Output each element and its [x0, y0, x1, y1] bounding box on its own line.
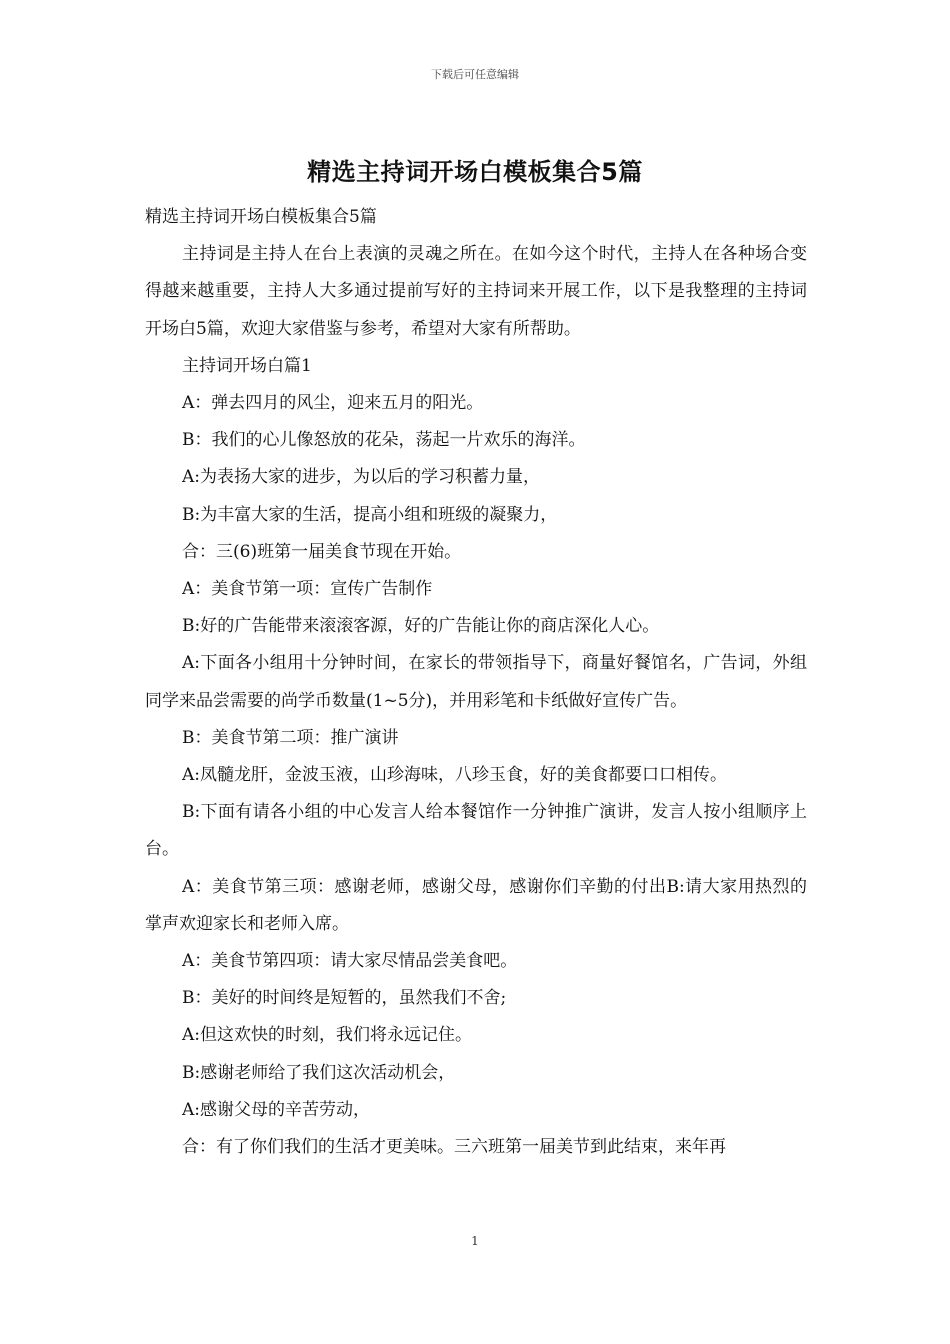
- paragraph: A：美食节第三项：感谢老师，感谢父母，感谢你们辛勤的付出B:请大家用热烈的掌声欢迎家长和老师入席。: [145, 876, 807, 934]
- paragraph: 合：三(6)班第一届美食节现在开始。: [182, 541, 462, 562]
- paragraph: A:凤髓龙肝，金波玉液，山珍海味，八珍玉食，好的美食都要口口相传。: [182, 765, 728, 786]
- paragraph: B:下面有请各小组的中心发言人给本餐馆作一分钟推广演讲，发言人按小组顺序上台。: [145, 802, 807, 860]
- paragraph: B：我们的心儿像怒放的花朵，荡起一片欢乐的海洋。: [182, 430, 586, 451]
- paragraph: 主持词是主持人在台上表演的灵魂之所在。在如今这个时代，主持人在各种场合变得越来越重要，主持人大多通过提前写好的主持词来开展工作，以下是我整理的主持词开场白5篇，欢迎大家借鉴与参考，希望对大家有所帮助。: [145, 244, 807, 339]
- paragraph: B:为丰富大家的生活，提高小组和班级的凝聚力，: [182, 504, 558, 525]
- document-body: [145, 199, 807, 1166]
- paragraph: 合：有了你们我们的生活才更美味。三六班第一届美节到此结束，来年再: [182, 1137, 726, 1158]
- paragraph: A:感谢父母的辛苦劳动，: [182, 1099, 371, 1120]
- document-subtitle: 精选主持词开场白模板集合5篇: [145, 207, 377, 227]
- paragraph: 主持词开场白篇1: [182, 355, 312, 376]
- paragraph: B:好的广告能带来滚滚客源，好的广告能让你的商店深化人心。: [182, 616, 660, 637]
- paragraph: B：美好的时间终是短暂的，虽然我们不舍;: [182, 988, 507, 1009]
- paragraph: B：美食节第二项：推广演讲: [182, 727, 399, 748]
- paragraph: A:但这欢快的时刻，我们将永远记住。: [182, 1025, 473, 1046]
- paragraph: A:下面各小组用十分钟时间，在家长的带领指导下，商量好餐馆名，广告词，外组同学来品尝需要的尚学币数量(1~5分)，并用彩笔和卡纸做好宣传广告。: [145, 653, 807, 711]
- document-title: 精选主持词开场白模板集合5篇: [307, 158, 643, 186]
- paragraph: B:感谢老师给了我们这次活动机会，: [182, 1062, 456, 1083]
- page-number: 1: [471, 1234, 479, 1248]
- paragraph: A：弹去四月的风尘，迎来五月的阳光。: [182, 393, 484, 414]
- paragraph: A：美食节第四项：请大家尽情品尝美食吧。: [182, 951, 518, 972]
- paragraph: A：美食节第一项：宣传广告制作: [182, 579, 433, 600]
- header-note: 下载后可任意编辑: [431, 68, 519, 81]
- paragraph: A:为表扬大家的进步，为以后的学习积蓄力量，: [182, 467, 541, 488]
